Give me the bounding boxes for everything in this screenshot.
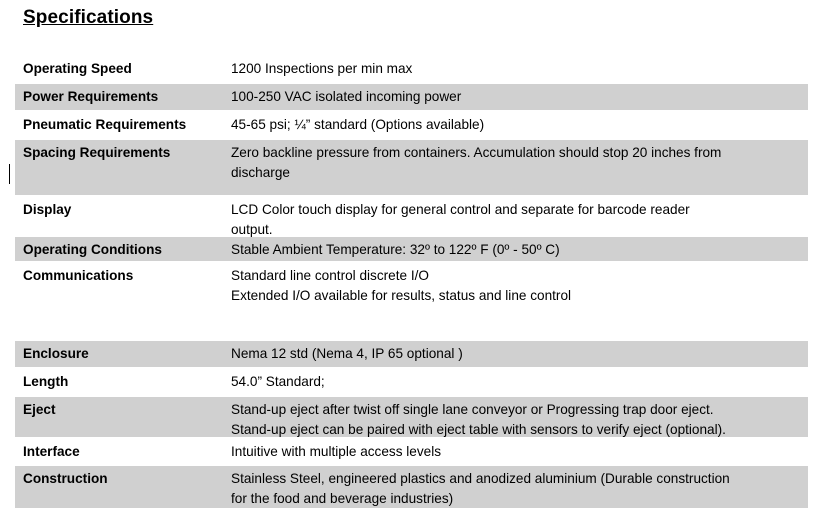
spec-value [231,143,803,183]
spec-label: Operating Speed [23,61,132,76]
spec-value [231,115,803,135]
spec-value-line: 1200 Inspections per min max [231,61,413,76]
spec-label: Construction [23,471,108,486]
spec-value-line: Nema 12 std (Nema 4, IP 65 optional ) [231,346,463,361]
spec-value-line: for the food and beverage industries) [231,491,454,506]
spec-value-line: 54.0” Standard; [231,374,325,389]
spec-value-line: Standard line control discrete I/O [231,268,429,283]
spec-label: Enclosure [23,346,89,361]
spec-label: Communications [23,268,134,283]
spec-value [231,59,803,79]
spec-value [231,442,803,462]
spec-value-line: Stand-up eject after twist off single lane conveyor or Progressing trap door eject. [231,402,714,417]
spec-value [231,372,803,392]
spec-value-line: Stainless Steel, engineered plastics and anodized aluminium (Durable construction [231,471,730,486]
spec-value [231,240,803,260]
spec-label: Power Requirements [23,89,159,104]
specifications-table [15,56,808,510]
spec-row-power-requirements [15,84,808,112]
page-title: Specifications [23,7,154,28]
spec-value [231,200,803,240]
spec-label: Pneumatic Requirements [23,117,187,132]
spec-label: Display [23,202,72,217]
spec-row-operating-conditions [15,237,808,263]
spec-row-operating-speed [15,56,808,84]
spec-row-length [15,369,808,397]
spec-value-line: 100-250 VAC isolated incoming power [231,89,462,104]
spec-value-line: 45-65 psi; ¼” standard (Options available) [231,117,485,132]
spec-value [231,469,803,509]
spec-label: Operating Conditions [23,242,162,257]
spec-value-line: discharge [231,165,290,180]
text-cursor [9,164,10,184]
spec-value-line: Intuitive with multiple access levels [231,444,442,459]
spec-value-line: Zero backline pressure from containers. Accumulation should stop 20 inches from [231,145,722,160]
spec-value [231,344,803,364]
spec-label: Eject [23,402,56,417]
spec-row-interface [15,439,808,466]
spec-value-line: Extended I/O available for results, status and line control [231,288,572,303]
spec-value-line: LCD Color touch display for general control and separate for barcode reader [231,202,690,217]
spec-value-line: output. [231,222,273,237]
spec-row-spacing-requirements [15,140,808,197]
spec-row-enclosure [15,341,808,369]
spec-label: Spacing Requirements [23,145,171,160]
spec-value-line: Stable Ambient Temperature: 32º to 122º F (0º - 50º C) [231,242,560,257]
spec-value [231,400,803,440]
spec-value-line: Stand-up eject can be paired with eject table with sensors to verify eject (optional). [231,422,726,437]
spec-row-display [15,197,808,237]
spec-value [231,266,803,306]
spec-label: Length [23,374,69,389]
spec-value [231,87,803,107]
spec-row-eject [15,397,808,439]
spec-row-construction [15,466,808,510]
spec-label: Interface [23,444,80,459]
spec-row-pneumatic-requirements [15,112,808,140]
spec-row-spacer [15,331,808,341]
spec-row-communications [15,263,808,331]
